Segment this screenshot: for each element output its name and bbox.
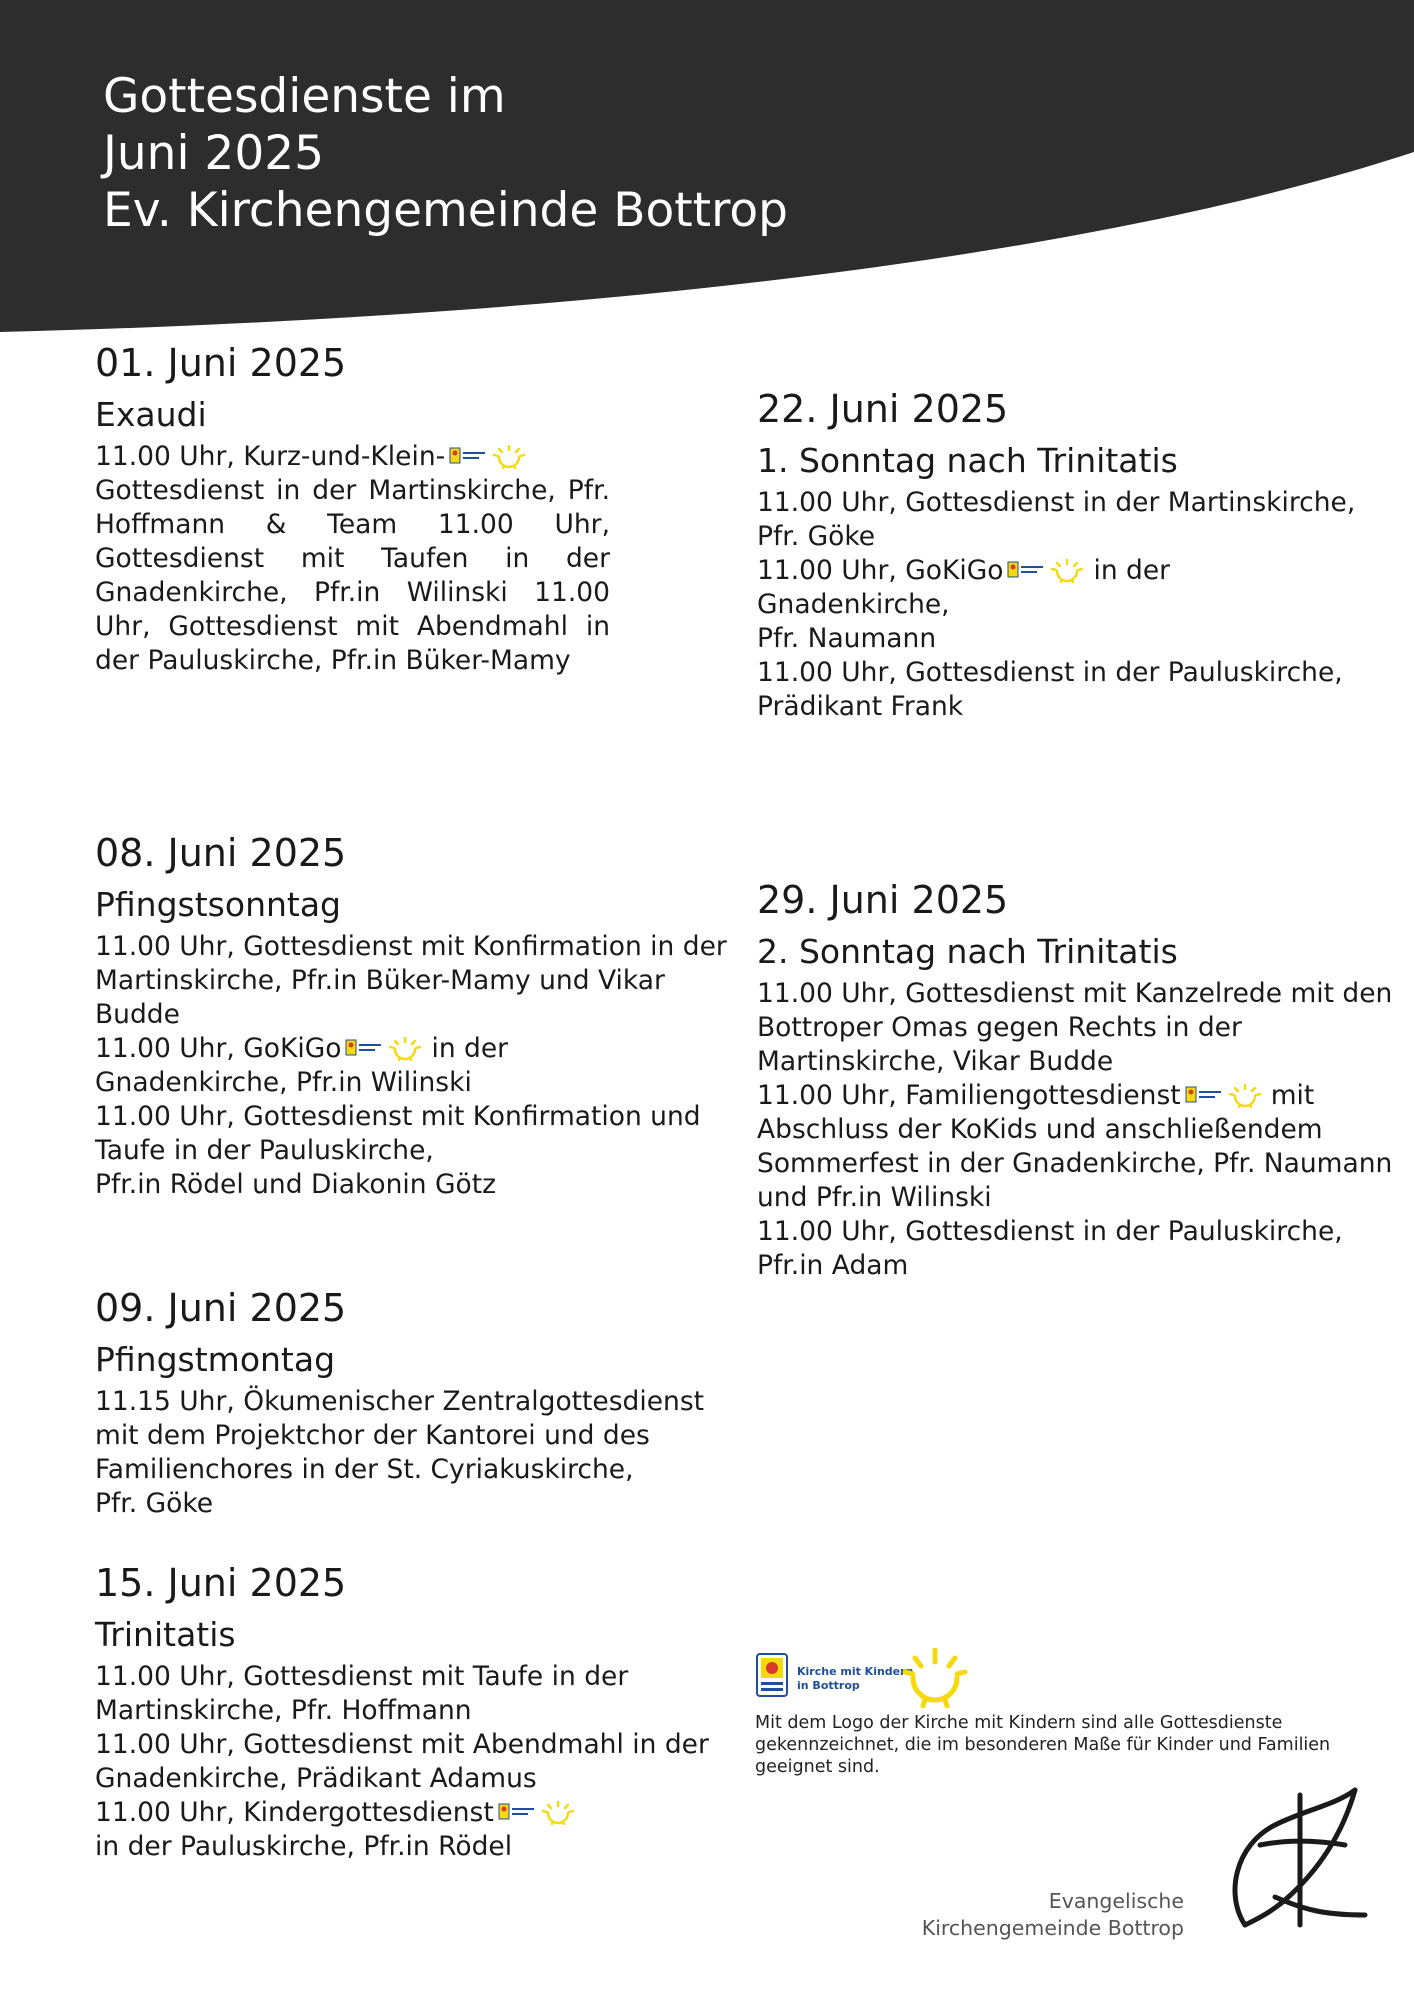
- service-entry-text: Gnadenkirche, Pfr.in Wilinski: [95, 1067, 472, 1098]
- legend-logo-text-1: Kirche mit Kindern: [797, 1665, 914, 1678]
- service-day-09: [95, 1285, 735, 1521]
- service-entry: [757, 977, 1397, 1079]
- service-entry-text: 11.00 Uhr, Gottesdienst in der Pauluskirche, Prädikant Frank: [757, 657, 1343, 722]
- kirche-mit-kindern-icon: [498, 1801, 580, 1825]
- service-date: 15. Juni 2025: [95, 1561, 347, 1605]
- service-entry: [95, 1100, 735, 1168]
- service-day-29: [757, 877, 1397, 1283]
- service-entry: [95, 474, 610, 678]
- service-entry-text-after-icon: in der: [431, 1033, 509, 1064]
- service-occasion: Exaudi: [95, 395, 207, 434]
- service-entry-text: 11.00 Uhr, Gottesdienst mit Kanzelrede mit den Bottroper Omas gegen Rechts in der Martinskirche, Vikar Budde: [757, 978, 1393, 1077]
- service-entry-text: 11.00 Uhr, Gottesdienst mit Konfirmation in der Martinskirche, Pfr.in Büker-Mamy und Vikar Budde: [95, 931, 727, 1030]
- ev-kirche-cross-leaf-icon: [1215, 1785, 1375, 1935]
- service-entry: [95, 1660, 735, 1728]
- page-title: [103, 68, 788, 239]
- service-entry: [757, 554, 1382, 588]
- service-entry-text: 11.00 Uhr, Gottesdienst mit Abendmahl in der Gnadenkirche, Prädikant Adamus: [95, 1729, 709, 1794]
- service-occasion: Pfingstsonntag: [95, 885, 342, 924]
- service-entry: [757, 1215, 1397, 1283]
- service-occasion: Trinitatis: [95, 1615, 236, 1654]
- service-entry-text: 11.15 Uhr, Ökumenischer Zentralgottesdienst mit dem Projektchor der Kantorei und des Familienchores in der St. Cyriakuskirche,: [95, 1386, 705, 1485]
- service-entry-text: Pfr. Naumann: [757, 623, 937, 654]
- kirche-mit-kindern-icon: [1007, 559, 1089, 583]
- service-entry: [757, 486, 1382, 554]
- service-occasion: 2. Sonntag nach Trinitatis: [757, 932, 1178, 971]
- service-entry: [95, 1830, 735, 1864]
- service-entry: [95, 1032, 735, 1066]
- service-day-22: [757, 386, 1382, 724]
- page-title-line: Ev. Kirchengemeinde Bottrop: [103, 183, 788, 238]
- service-entry-text: Gottesdienst in der Martinskirche, Pfr. Hoffmann & Team 11.00 Uhr, Gottesdienst mit Taufen in der Gnadenkirche, Pfr.in Wilinski 11.00 Uhr, Gottesdienst mit Abendmahl in der Pauluskirche, Pfr.in Büker-Mamy: [95, 475, 610, 676]
- service-entry: [95, 1487, 735, 1521]
- service-entry-text-after-icon: in der: [1093, 555, 1171, 586]
- service-entry-text: Abschluss der KoKids und anschließendem Sommerfest in der Gnadenkirche, Pfr. Naumann und Pfr.in Wilinski: [757, 1114, 1393, 1213]
- footer-organization: [922, 1888, 1184, 1942]
- footer-org-line: Evangelische: [1048, 1889, 1184, 1913]
- service-entry: [95, 1168, 735, 1202]
- service-entry: [95, 930, 735, 1032]
- service-entry-text: 11.00 Uhr, GoKiGo: [95, 1033, 342, 1064]
- kirche-mit-kindern-icon: [345, 1037, 427, 1061]
- service-entry-text: 11.00 Uhr, Gottesdienst mit Taufe in der Martinskirche, Pfr. Hoffmann: [95, 1661, 629, 1726]
- service-date: 29. Juni 2025: [757, 878, 1009, 922]
- service-occasion: Pfingstmontag: [95, 1340, 336, 1379]
- service-entry-text: 11.00 Uhr, Gottesdienst in der Pauluskirche, Pfr.in Adam: [757, 1216, 1343, 1281]
- kirche-mit-kindern-logo-icon: [755, 1648, 995, 1708]
- service-entry-text: 11.00 Uhr, Familiengottesdienst: [757, 1080, 1181, 1111]
- service-entry: [757, 1113, 1397, 1215]
- service-date: 22. Juni 2025: [757, 387, 1009, 431]
- service-entry: [95, 1385, 735, 1487]
- legend-text: Mit dem Logo der Kirche mit Kindern sind alle Gottesdienste gekennzeichnet, die im besonderen Maße für Kinder und Familien geeignet sind.: [755, 1713, 1331, 1777]
- service-occasion: 1. Sonntag nach Trinitatis: [757, 441, 1178, 480]
- legend-logo-text-2: in Bottrop: [797, 1679, 860, 1692]
- service-day-08: [95, 830, 735, 1202]
- service-entry-text: 11.00 Uhr, Kurz-und-Klein-: [95, 441, 446, 472]
- service-entry-text: 11.00 Uhr, GoKiGo: [757, 555, 1004, 586]
- service-entry: [95, 440, 610, 474]
- page-title-line: Gottesdienste im: [103, 69, 506, 124]
- service-day-15: [95, 1560, 735, 1864]
- service-date: 08. Juni 2025: [95, 831, 347, 875]
- service-entry: [757, 656, 1382, 724]
- page-title-line: Juni 2025: [103, 126, 325, 181]
- service-entry: [757, 622, 1382, 656]
- service-entry-text: Pfr. Göke: [95, 1488, 214, 1519]
- service-entry: [757, 588, 1382, 622]
- service-entry-text: 11.00 Uhr, Kindergottesdienst: [95, 1797, 494, 1828]
- service-entry-text: Pfr.in Rödel und Diakonin Götz: [95, 1169, 497, 1200]
- service-entry: [757, 1079, 1397, 1113]
- legend: [755, 1648, 1355, 1778]
- service-entry-text: Gnadenkirche,: [757, 589, 950, 620]
- service-entry-text-after-icon: mit: [1270, 1080, 1315, 1111]
- service-entry-text: 11.00 Uhr, Gottesdienst in der Martinskirche, Pfr. Göke: [757, 487, 1356, 552]
- kirche-mit-kindern-icon: [1185, 1084, 1267, 1108]
- service-entry: [95, 1796, 735, 1830]
- service-date: 01. Juni 2025: [95, 341, 347, 385]
- service-entry-text: 11.00 Uhr, Gottesdienst mit Konfirmation und Taufe in der Pauluskirche,: [95, 1101, 701, 1166]
- service-entry: [95, 1066, 735, 1100]
- service-day-01: [95, 340, 610, 678]
- service-entry-text: in der Pauluskirche, Pfr.in Rödel: [95, 1831, 513, 1862]
- service-entry: [95, 1728, 735, 1796]
- kirche-mit-kindern-icon: [449, 445, 531, 469]
- footer-org-line: Kirchengemeinde Bottrop: [921, 1916, 1184, 1940]
- service-date: 09. Juni 2025: [95, 1286, 347, 1330]
